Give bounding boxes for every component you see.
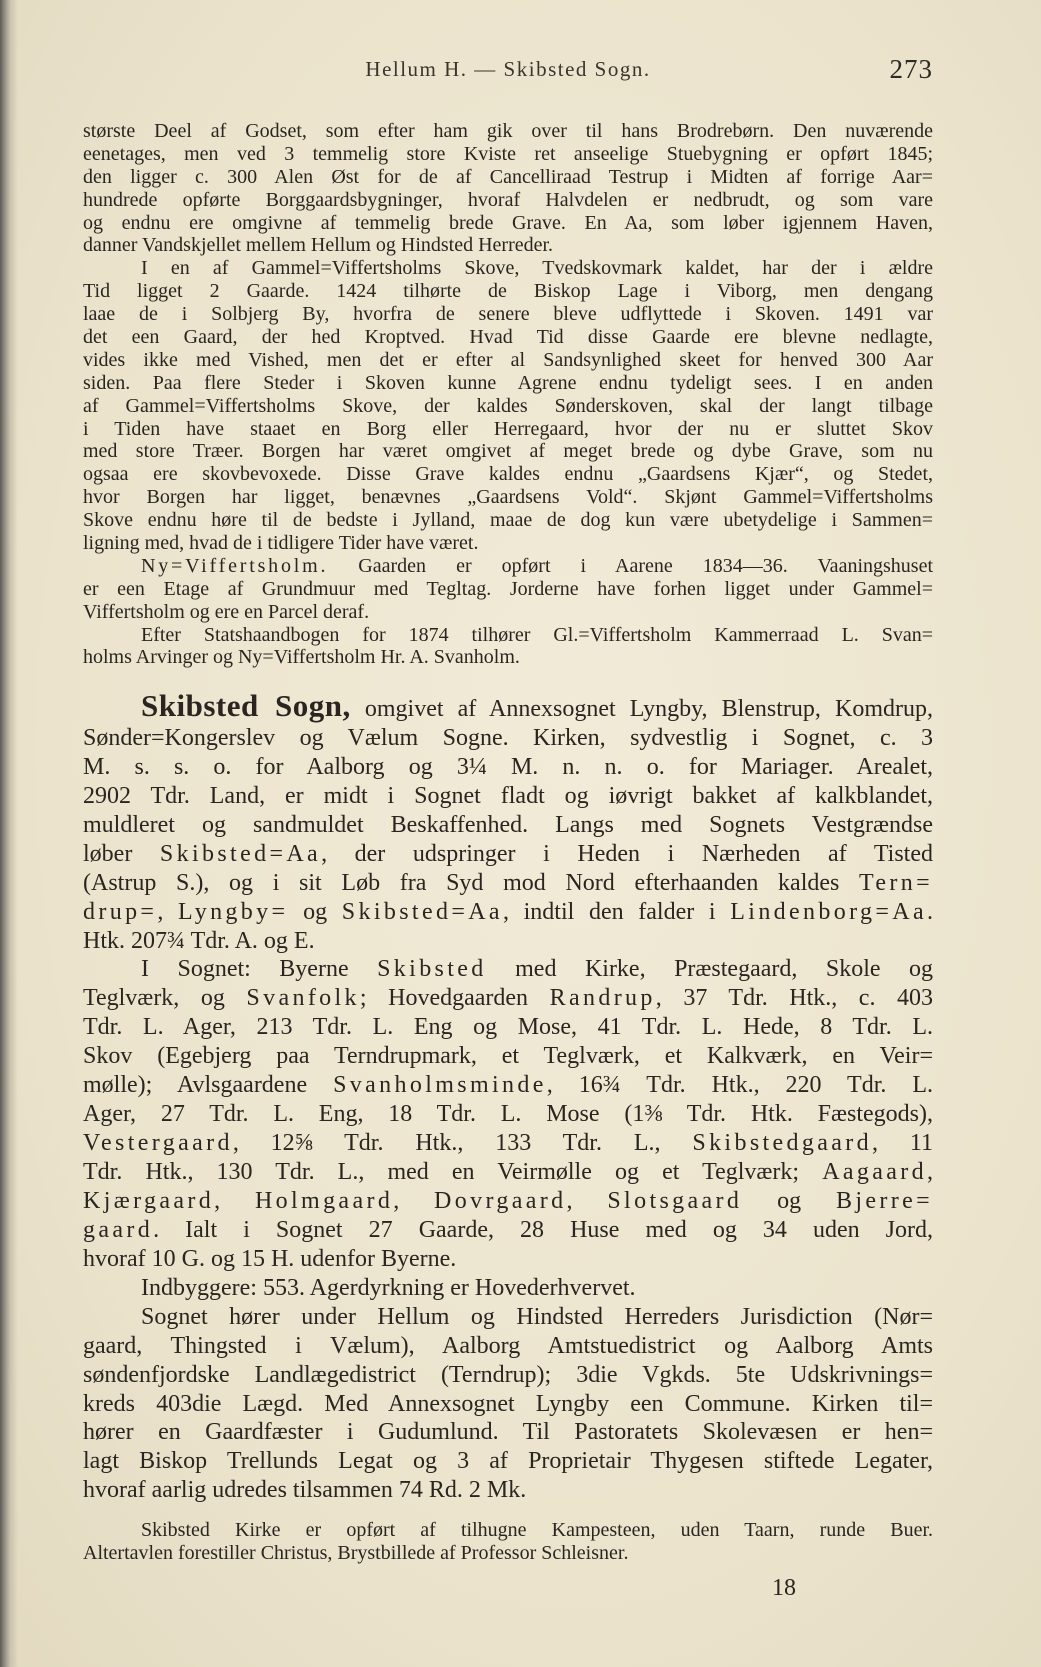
text-line [83,143,933,166]
text-line [83,898,933,927]
text-run: og endnu ere omgivne af temmelig brede Grave. En Aa, som løber igjennem Haven, [83,211,933,234]
text-run: I en af Gammel=Viffertsholms Skove, Tvedskovmark kaldet, har der i ældre [141,257,933,280]
text-run: , indtil den falder i [502,898,731,925]
spaced-emphasis-run: Skibsted=Aa [159,840,322,867]
text-run: Skov (Egebjerg paa Terndrupmark, et Teglværk, et Kalkværk, en Veir= [83,1043,933,1070]
text-line [83,1390,933,1419]
text-run: Teglværk, og [83,985,247,1012]
text-run: søndenfjordske Landlægedistrict (Terndrup); 3die Vgkds. 5te Udskrivnings= [83,1361,933,1388]
text-run: , 11 [872,1130,933,1157]
spaced-emphasis-run: Svanholmsminde [333,1072,547,1099]
main-text-block [83,688,934,1505]
page-gutter-shadow [0,0,18,1667]
text-run: hører en Gaardfæster i Gudumlund. Til Pastoratets Skolevæsen er hen= [83,1419,933,1446]
text-run: eenetages, men ved 3 temmelig store Kviste ret anseelige Stuebygning er opført 1845; [83,142,933,165]
spaced-emphasis-run: Holmgaard [254,1187,394,1214]
spaced-emphasis-run: Svanfolk [246,985,360,1012]
text-line [83,257,933,280]
text-run: . Ialt i Sognet 27 Gaarde, 28 Huse med og 34 uden Jord, [153,1216,933,1243]
section-heading: Skibsted Sogn, [141,688,351,723]
text-line [83,601,933,624]
text-run: ligning med, hvad de i tidligere Tider have været. [83,532,479,555]
text-line [83,984,933,1013]
spaced-emphasis-run: Randrup [549,985,656,1012]
text-line [83,1303,933,1332]
text-line [83,395,933,418]
text-line [83,1158,933,1187]
text-line [83,1042,933,1071]
text-line [83,189,933,212]
church-note-block [83,1519,933,1565]
text-line [83,1129,933,1158]
text-run: Ager, 27 Tdr. L. Eng, 18 Tdr. L. Mose (1⅜ Tdr. Htk. Fæstegods), [83,1101,933,1128]
text-line [83,486,933,509]
text-run: , [566,1187,608,1214]
text-run: største Deel af Godset, som efter ham gik over til hans Brodrebørn. Den nuværende [83,120,933,142]
text-run: ogsaa ere skovbevoxede. Disse Grave kaldes endnu „Gaardsens Kjær“, og Stedet, [83,463,933,486]
text-line [83,234,933,257]
text-run: , [214,1187,255,1214]
text-run: vides ikke med Vished, men det er efter al Sandsynlighed skeet for henved 300 Aar [83,348,933,371]
text-run: , 12⅝ Tdr. Htk., 133 Tdr. L., [232,1130,693,1157]
spaced-emphasis-run: Bjerre= [835,1187,934,1214]
text-run: Gaarden er opført i Aarene 1834—36. Vaaningshuset [328,554,933,577]
text-line [83,869,933,898]
text-line [83,1216,933,1245]
text-line [83,1542,933,1565]
text-run: med Kirke, Præstegaard, Skole og [486,956,934,983]
spaced-emphasis-run: Dovrgaard [434,1187,567,1214]
spaced-emphasis-run: Skibsted=Aa [341,898,503,925]
text-run: , der udspringer i Heden i Nærheden af Tisted [321,840,933,867]
text-line [83,280,933,303]
text-line [83,555,933,578]
text-line [83,1245,933,1274]
spaced-emphasis-run: Skibstedgaard [692,1130,873,1157]
text-run: , 37 Tdr. Htk., c. 403 [655,985,933,1012]
text-run: (Astrup S.), og i sit Løb fra Syd mod Nord efterhaanden kaldes [83,869,860,896]
text-run: Tdr. L. Ager, 213 Tdr. L. Eng og Mose, 41 Tdr. L. Hede, 8 Tdr. L. [83,1014,933,1041]
text-line [83,927,933,956]
text-run: I Sognet: Byerne [141,956,378,983]
text-run: M. s. s. o. for Aalborg og 3¼ M. n. n. o. for Mariager. Arealet, [83,753,933,780]
text-line [83,1519,933,1542]
text-run: siden. Paa flere Steder i Skoven kunne Agrene endnu tydeligt sees. I en anden [83,371,933,394]
spaced-emphasis-run: drup= [83,898,158,925]
spaced-emphasis-run: Tern= [859,869,933,896]
spaced-emphasis-run: Vestergaard [83,1130,233,1157]
text-line [83,1187,933,1216]
text-line [83,1361,933,1390]
text-line [83,646,933,669]
text-run: af Gammel=Viffertsholms Skove, der kaldes Sønderskoven, skal der langt tilbage [83,394,933,417]
text-line [83,1447,933,1476]
text-line [83,509,933,532]
text-run: omgivet af Annexsognet Lyngby, Blenstrup, Komdrup, [350,696,933,722]
text-line [83,782,933,811]
text-run: Altertavlen forestiller Christus, Brystbillede af Professor Schleisner. [83,1542,629,1564]
text-run: Viffertsholm og ere en Parcel deraf. [83,600,370,623]
text-run: den ligger c. 300 Alen Øst for de af Cancelliraad Testrup i Midten af forrige Aar= [83,165,933,188]
text-run: , [393,1187,435,1214]
text-line [83,1332,933,1361]
text-run: er een Etage af Grundmuur med Tegltag. Jorderne have forhen ligget under Gammel= [83,577,933,600]
text-line [83,349,933,372]
text-run: holms Arvinger og Ny=Viffertsholm Hr. A. Svanholm. [83,646,520,669]
text-line [83,303,933,326]
running-title: Hellum H. — Skibsted Sogn. [365,57,651,81]
text-line [83,1100,933,1129]
text-run: Skibsted Kirke er opført af tilhugne Kampesteen, uden Taarn, runde Buer. [141,1519,933,1541]
text-run: hvor Borgen har ligget, benævnes „Gaardsens Vold“. Skjønt Gammel=Viffertsholms [83,486,933,509]
text-run: Indbyggere: 553. Agerdyrkning er Hovederhvervet. [141,1274,636,1301]
spaced-emphasis-run: Kjærgaard [83,1187,215,1214]
text-run: Skove endnu høre til de bedste i Jylland, maae de dog kun være ubetydelige i Sammen= [83,509,933,532]
text-line [83,166,933,189]
text-run: Efter Statshaandbogen for 1874 tilhører Gl.=Viffertsholm Kammerraad L. Svan= [141,623,933,646]
text-line [83,840,933,869]
text-run: Htk. 207¾ Tdr. A. og E. [83,927,315,954]
spaced-emphasis-run: Lyngby= [178,898,289,925]
text-line [83,1476,933,1505]
text-run: . [927,898,934,925]
text-run: laae de i Solbjerg By, hvorfra de senere bleve udflyttede i Skoven. 1491 var [83,303,933,326]
text-run: og [742,1187,836,1214]
text-run: mølle); Avlsgaardene [83,1072,334,1099]
text-run: , 16¾ Tdr. Htk., 220 Tdr. L. [546,1072,933,1099]
page-number: 273 [889,54,933,84]
spaced-emphasis-run: Slotsgaard [607,1187,743,1214]
text-run: ; Hovedgaarden [359,985,550,1012]
text-run: kreds 403die Lægd. Med Annexsognet Lyngby een Commune. Kirken til= [83,1390,933,1417]
text-line [83,1071,933,1100]
text-line [83,811,933,840]
text-run: i Tiden have staaet en Borg eller Herregaard, hvor der nu er sluttet Skov [83,417,933,440]
text-run: hvoraf 10 G. og 15 H. udenfor Byerne. [83,1245,457,1272]
text-line [83,463,933,486]
text-line [83,753,933,782]
text-line [83,688,933,724]
text-run: danner Vandskjellet mellem Hellum og Hindsted Herreder. [83,234,554,257]
spaced-emphasis-run: Aagaard [822,1159,927,1185]
text-line [83,372,933,395]
text-run: løber [83,840,160,867]
text-run: gaard, Thingsted i Vælum), Aalborg Amtstuedistrict og Aalborg Amts [83,1332,933,1359]
text-line [83,578,933,601]
spaced-emphasis-run: Lindenborg=Aa [730,898,928,925]
small-print-block [83,120,933,669]
text-run: Tid ligget 2 Gaarde. 1424 tilhørte de Biskop Lage i Viborg, men dengang [83,280,933,303]
text-run: og [288,898,342,925]
text-run: Tdr. Htk., 130 Tdr. L., med en Veirmølle og et Teglværk; [83,1159,823,1185]
text-line [83,1274,933,1303]
text-line [83,532,933,555]
text-line [83,1013,933,1042]
spaced-emphasis-run: Ny=Viffertsholm. [141,554,329,577]
text-run: 2902 Tdr. Land, er midt i Sognet fladt og iøvrigt bakket af kalkblandet, [83,782,933,809]
spaced-emphasis-run: Skibsted [377,956,487,983]
text-run: Sønder=Kongerslev og Vælum Sogne. Kirken, sydvestlig i Sognet, c. 3 [83,724,933,751]
text-run: , [927,1159,933,1185]
text-run: det een Gaard, der hed Kroptved. Hvad Tid disse Gaarde ere blevne nedlagte, [83,326,933,349]
text-line [83,440,933,463]
text-run: med store Træer. Borgen har været omgivet af meget brede og dybe Grave, som nu [83,440,933,463]
text-run: lagt Biskop Trellunds Legat og 3 af Proprietair Thygesen stiftede Legater, [83,1448,933,1475]
text-line [83,724,933,753]
text-run: hundrede opførte Borggaardsbygninger, hvoraf Halvdelen er nedbrudt, og som vare [83,188,933,211]
running-header [83,52,933,86]
text-line [83,1418,933,1447]
text-line [83,120,933,143]
text-run: , [157,898,179,925]
text-run: Sognet hører under Hellum og Hindsted Herreders Jurisdiction (Nør= [141,1303,933,1330]
text-line [83,955,933,984]
signature-mark: 18 [772,1575,796,1601]
text-run: muldleret og sandmuldet Beskaffenhed. Langs med Sognets Vestgrændse [83,811,933,838]
text-line [83,418,933,441]
text-line [83,326,933,349]
text-line [83,624,933,647]
text-run: hvoraf aarlig udredes tilsammen 74 Rd. 2 Mk. [83,1477,527,1504]
text-line [83,212,933,235]
spaced-emphasis-run: gaard [83,1216,154,1243]
